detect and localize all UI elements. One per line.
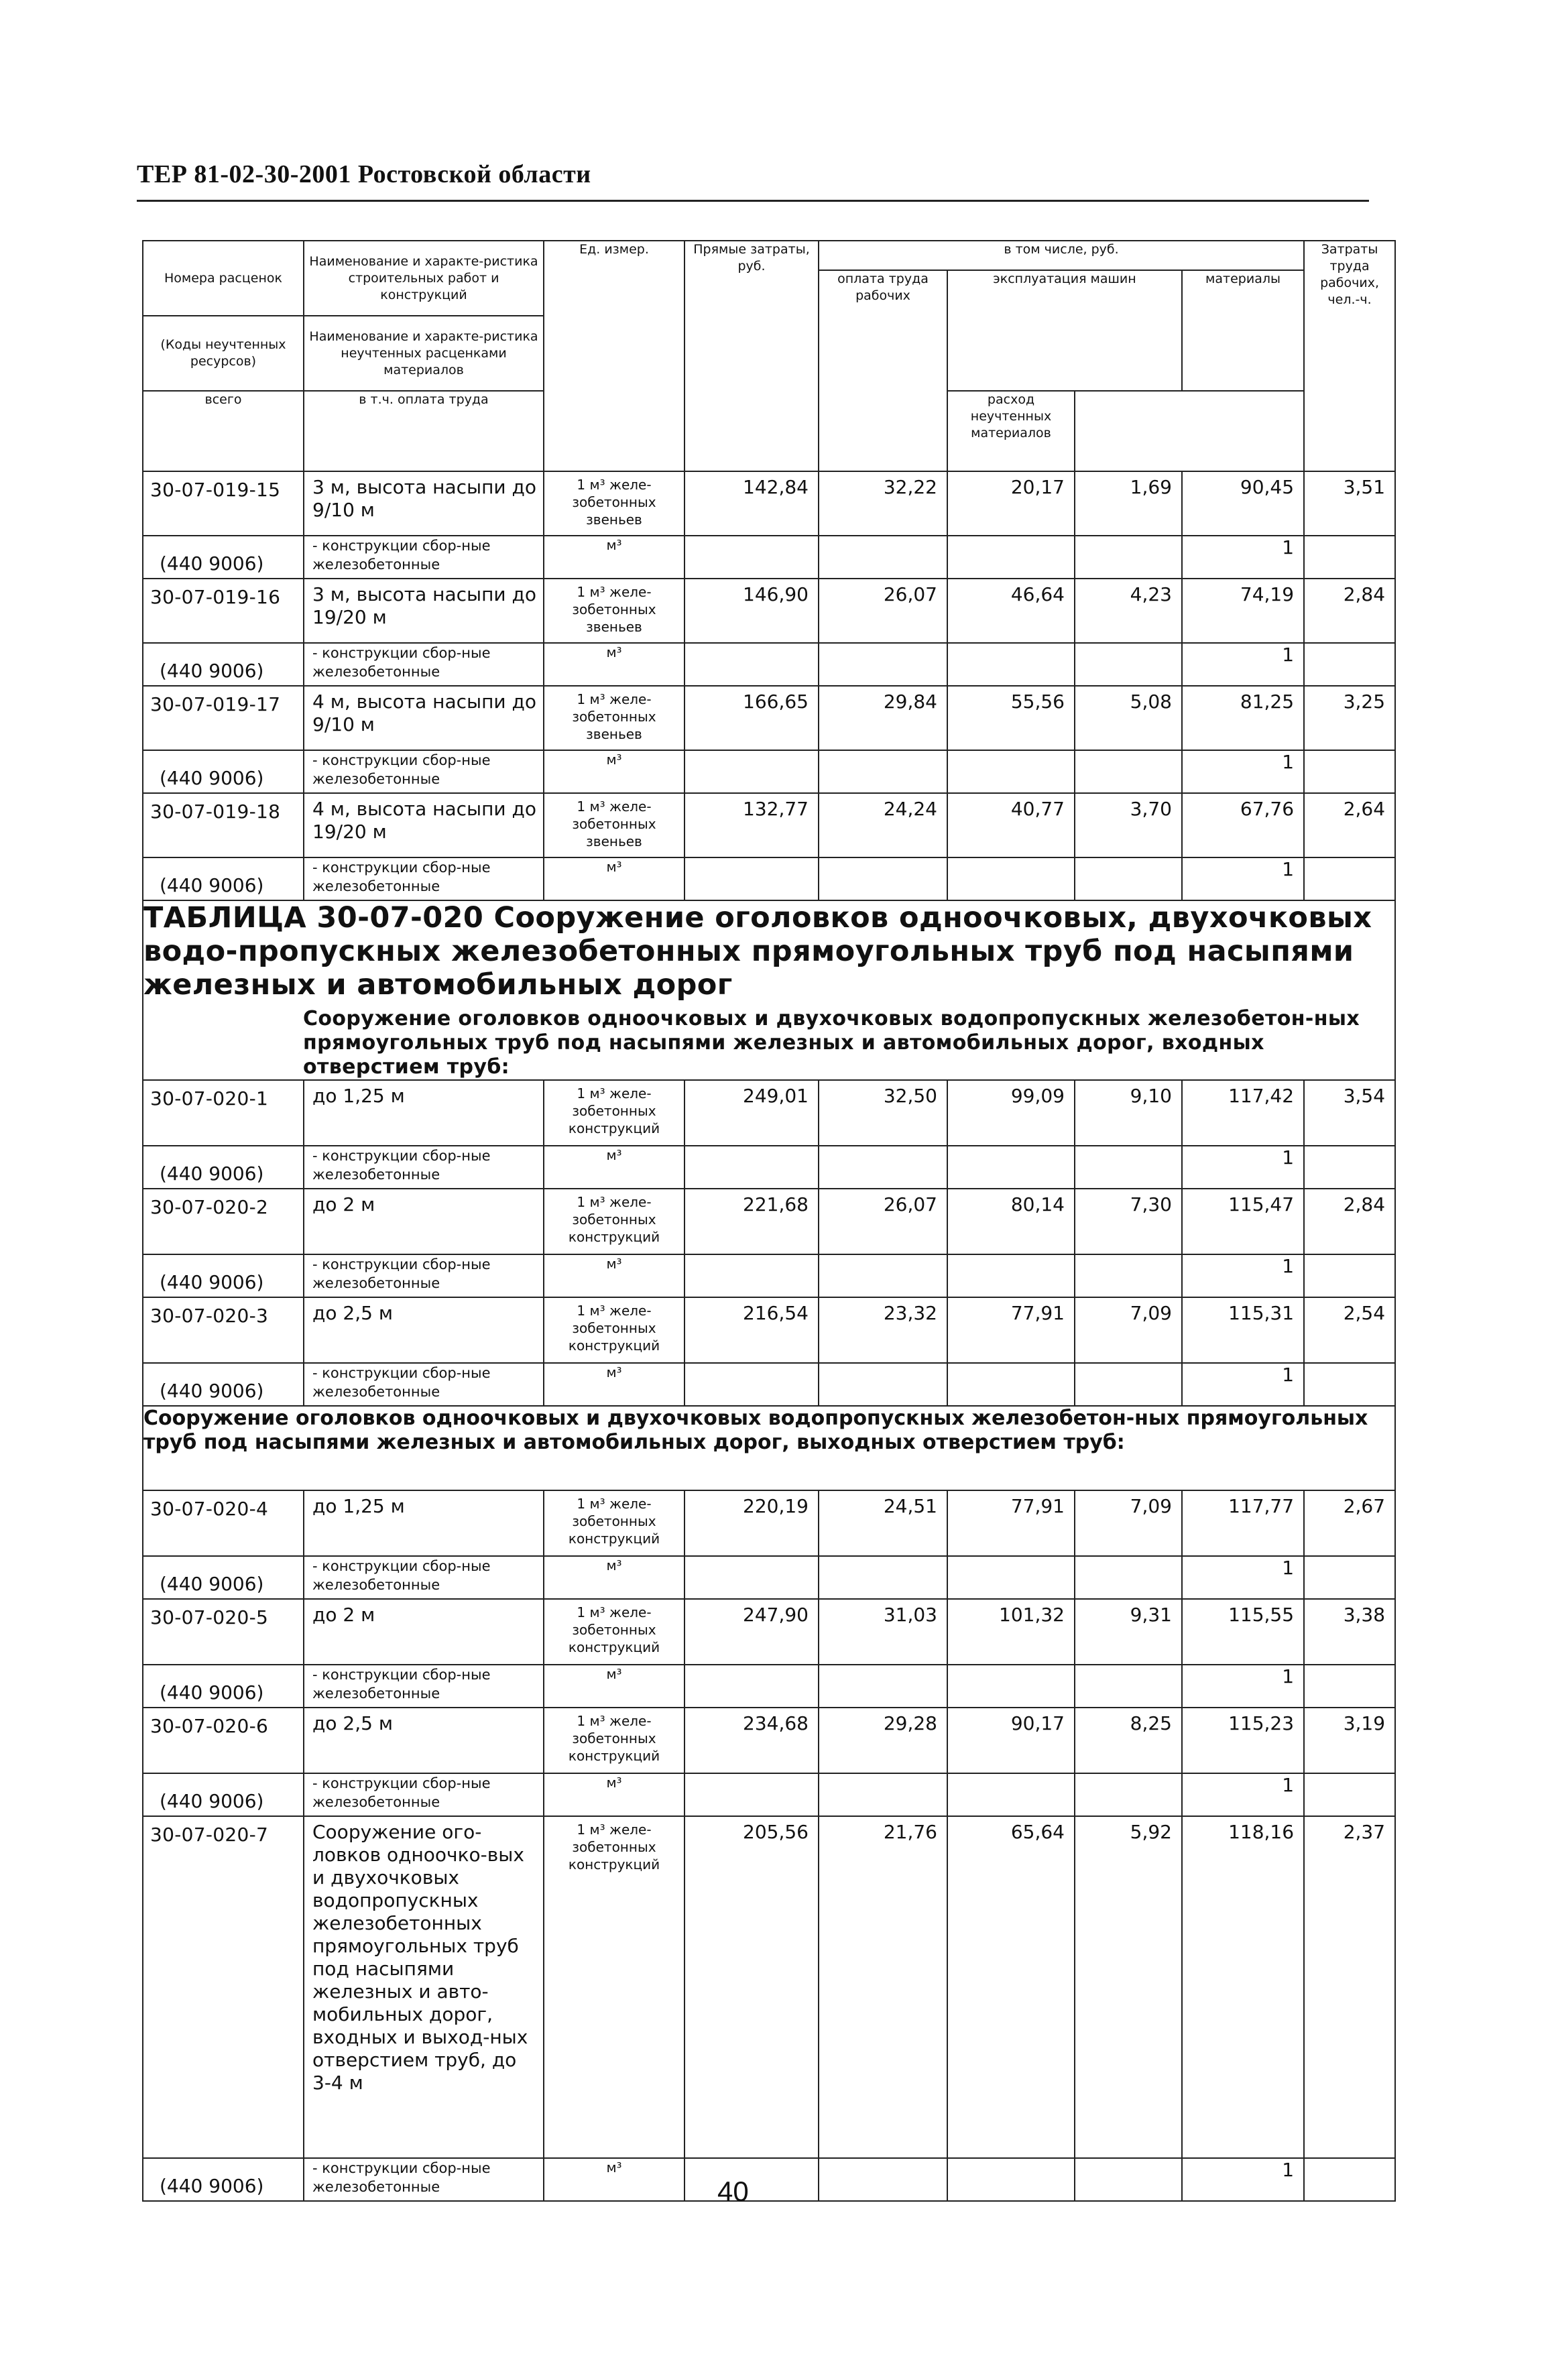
resource-row bbox=[143, 2158, 1395, 2201]
section-heading-inlet: Сооружение оголовков одноочковых и двухочковых водопропускных железобетон-ных прямоугольных труб под насыпями железных и автомобильных дорог, входных отверстием труб: bbox=[303, 1007, 1360, 1079]
rates-table bbox=[142, 240, 1396, 2202]
resource-code: (440 9006) bbox=[143, 2158, 304, 2201]
unit-of-measure: 1 м³ желе-зобетонных конструкций bbox=[544, 1490, 684, 1556]
resource-empty-hours bbox=[1304, 1556, 1395, 1599]
header-unit: Ед. измер. bbox=[544, 241, 684, 471]
resource-quantity: 1 bbox=[1182, 643, 1304, 686]
resource-empty-direct bbox=[684, 1363, 819, 1406]
resource-quantity: 1 bbox=[1182, 1665, 1304, 1708]
resource-row bbox=[143, 1254, 1395, 1297]
section-heading-outlet bbox=[143, 1406, 1395, 1490]
unit-of-measure: 1 м³ желе-зобетонных конструкций bbox=[544, 1816, 684, 2158]
resource-code: (440 9006) bbox=[143, 750, 304, 793]
value-hours: 3,54 bbox=[1304, 1080, 1395, 1146]
resource-empty-mach bbox=[947, 1665, 1075, 1708]
resource-empty-hours bbox=[1304, 1665, 1395, 1708]
resource-empty-mach bbox=[947, 536, 1075, 579]
resource-empty-direct bbox=[684, 643, 819, 686]
section-heading-outlet-text: Сооружение оголовков одноочковых и двухочковых водопропускных железобетон-ных прямоугольных труб под насыпями железных и автомобильных дорог, выходных отверстием труб: bbox=[143, 1407, 1368, 1454]
resource-empty-direct bbox=[684, 1254, 819, 1297]
resource-empty-mach-pay bbox=[1075, 1363, 1182, 1406]
rate-row bbox=[143, 1599, 1395, 1665]
rate-row bbox=[143, 1708, 1395, 1773]
resource-row bbox=[143, 1773, 1395, 1816]
value-mach: 77,91 bbox=[947, 1297, 1075, 1363]
resource-unit: м³ bbox=[544, 1773, 684, 1816]
resource-code: (440 9006) bbox=[143, 1665, 304, 1708]
resource-empty-direct bbox=[684, 750, 819, 793]
value-hours: 2,64 bbox=[1304, 793, 1395, 857]
value-hours: 3,19 bbox=[1304, 1708, 1395, 1773]
resource-empty-mach bbox=[947, 1363, 1075, 1406]
value-mach: 55,56 bbox=[947, 686, 1075, 750]
resource-name: - конструкции сбор-ные железобетонные bbox=[304, 1254, 544, 1297]
resource-name: - конструкции сбор-ные железобетонные bbox=[304, 536, 544, 579]
resource-empty-mach bbox=[947, 643, 1075, 686]
resource-quantity: 1 bbox=[1182, 857, 1304, 900]
value-mach: 80,14 bbox=[947, 1189, 1075, 1254]
header-row bbox=[143, 241, 1395, 270]
resource-unit: м³ bbox=[544, 643, 684, 686]
value-hours: 2,37 bbox=[1304, 1816, 1395, 2158]
page-number: 40 bbox=[717, 2176, 749, 2207]
resource-empty-mach bbox=[947, 1556, 1075, 1599]
unit-of-measure: 1 м³ желе-зобетонных звеньев bbox=[544, 793, 684, 857]
resource-quantity: 1 bbox=[1182, 1363, 1304, 1406]
value-direct: 146,90 bbox=[684, 579, 819, 643]
resource-empty-pay bbox=[819, 1773, 947, 1816]
resource-empty-mach bbox=[947, 750, 1075, 793]
unit-of-measure: 1 м³ желе-зобетонных конструкций bbox=[544, 1080, 684, 1146]
header-codes bbox=[143, 241, 304, 391]
resource-code: (440 9006) bbox=[143, 1363, 304, 1406]
resource-empty-pay bbox=[819, 1556, 947, 1599]
resource-name: - конструкции сбор-ные железобетонные bbox=[304, 750, 544, 793]
resource-unit: м³ bbox=[544, 536, 684, 579]
work-name: до 1,25 м bbox=[304, 1080, 544, 1146]
value-pay: 32,22 bbox=[819, 471, 947, 536]
resource-empty-direct bbox=[684, 1556, 819, 1599]
resource-row bbox=[143, 536, 1395, 579]
value-mach: 40,77 bbox=[947, 793, 1075, 857]
resource-empty-pay bbox=[819, 2158, 947, 2201]
header-machines: эксплуатация машин bbox=[947, 270, 1182, 391]
resource-empty-hours bbox=[1304, 1146, 1395, 1189]
resource-code: (440 9006) bbox=[143, 857, 304, 900]
unit-of-measure: 1 м³ желе-зобетонных конструкций bbox=[544, 1189, 684, 1254]
resource-unit: м³ bbox=[544, 1556, 684, 1599]
resource-empty-direct bbox=[684, 2158, 819, 2201]
resource-empty-hours bbox=[1304, 1363, 1395, 1406]
value-pay: 24,24 bbox=[819, 793, 947, 857]
rate-code: 30-07-020-6 bbox=[143, 1708, 304, 1773]
resource-code: (440 9006) bbox=[143, 1773, 304, 1816]
rate-code: 30-07-020-4 bbox=[143, 1490, 304, 1556]
value-mach-pay: 1,69 bbox=[1075, 471, 1182, 536]
resource-quantity: 1 bbox=[1182, 1254, 1304, 1297]
resource-empty-hours bbox=[1304, 857, 1395, 900]
resource-name: - конструкции сбор-ные железобетонные bbox=[304, 1773, 544, 1816]
resource-empty-mach bbox=[947, 1146, 1075, 1189]
value-hours: 3,25 bbox=[1304, 686, 1395, 750]
header-name bbox=[304, 241, 544, 391]
rate-code: 30-07-020-5 bbox=[143, 1599, 304, 1665]
unit-of-measure: 1 м³ желе-зобетонных звеньев bbox=[544, 471, 684, 536]
resource-empty-mach bbox=[947, 1254, 1075, 1297]
value-direct: 142,84 bbox=[684, 471, 819, 536]
value-direct: 166,65 bbox=[684, 686, 819, 750]
resource-row bbox=[143, 1363, 1395, 1406]
value-hours: 3,51 bbox=[1304, 471, 1395, 536]
value-pay: 31,03 bbox=[819, 1599, 947, 1665]
unit-of-measure: 1 м³ желе-зобетонных звеньев bbox=[544, 579, 684, 643]
rate-code: 30-07-019-15 bbox=[143, 471, 304, 536]
section-heading-outlet-row bbox=[143, 1406, 1395, 1490]
resource-empty-pay bbox=[819, 750, 947, 793]
resource-quantity: 1 bbox=[1182, 1773, 1304, 1816]
resource-row bbox=[143, 643, 1395, 686]
rate-row bbox=[143, 1490, 1395, 1556]
resource-empty-hours bbox=[1304, 1254, 1395, 1297]
value-mat: 117,42 bbox=[1182, 1080, 1304, 1146]
resource-empty-mach-pay bbox=[1075, 2158, 1182, 2201]
resource-name: - конструкции сбор-ные железобетонные bbox=[304, 1665, 544, 1708]
value-direct: 220,19 bbox=[684, 1490, 819, 1556]
header-name-bottom: Наименование и характе-ристика неучтенных расценками материалов bbox=[309, 329, 538, 377]
resource-empty-pay bbox=[819, 536, 947, 579]
header-labor-pay: оплата труда рабочих bbox=[819, 270, 947, 471]
resource-empty-hours bbox=[1304, 2158, 1395, 2201]
resource-row bbox=[143, 857, 1395, 900]
header-incl: в том числе, руб. bbox=[819, 241, 1304, 270]
value-mach-pay: 7,09 bbox=[1075, 1490, 1182, 1556]
value-mach-pay: 9,31 bbox=[1075, 1599, 1182, 1665]
resource-name: - конструкции сбор-ные железобетонные bbox=[304, 2158, 544, 2201]
resource-empty-mach-pay bbox=[1075, 1556, 1182, 1599]
table-title-row bbox=[143, 900, 1395, 1080]
resource-row bbox=[143, 1556, 1395, 1599]
value-mat: 81,25 bbox=[1182, 686, 1304, 750]
work-name: до 2,5 м bbox=[304, 1708, 544, 1773]
value-hours: 2,67 bbox=[1304, 1490, 1395, 1556]
resource-quantity: 1 bbox=[1182, 750, 1304, 793]
value-mat: 90,45 bbox=[1182, 471, 1304, 536]
value-mat: 115,55 bbox=[1182, 1599, 1304, 1665]
header-hours: Затраты труда рабочих, чел.-ч. bbox=[1304, 241, 1395, 471]
header-codes-bottom: (Коды неучтенных ресурсов) bbox=[160, 337, 286, 369]
header-rule bbox=[137, 200, 1369, 202]
value-mach-pay: 5,92 bbox=[1075, 1816, 1182, 2158]
value-mat: 115,47 bbox=[1182, 1189, 1304, 1254]
value-hours: 3,38 bbox=[1304, 1599, 1395, 1665]
value-mach: 65,64 bbox=[947, 1816, 1075, 2158]
work-name: 4 м, высота насыпи до 19/20 м bbox=[304, 793, 544, 857]
value-mach: 99,09 bbox=[947, 1080, 1075, 1146]
resource-unit: м³ bbox=[544, 750, 684, 793]
resource-empty-direct bbox=[684, 1665, 819, 1708]
resource-empty-direct bbox=[684, 536, 819, 579]
value-direct: 205,56 bbox=[684, 1816, 819, 2158]
rate-code: 30-07-020-7 bbox=[143, 1816, 304, 2158]
header-codes-top: Номера расценок bbox=[143, 241, 303, 316]
value-mat: 115,31 bbox=[1182, 1297, 1304, 1363]
value-pay: 24,51 bbox=[819, 1490, 947, 1556]
value-mat: 115,23 bbox=[1182, 1708, 1304, 1773]
value-mach-pay: 7,30 bbox=[1075, 1189, 1182, 1254]
rate-code: 30-07-019-18 bbox=[143, 793, 304, 857]
resource-unit: м³ bbox=[544, 2158, 684, 2201]
value-direct: 234,68 bbox=[684, 1708, 819, 1773]
value-mach-pay: 9,10 bbox=[1075, 1080, 1182, 1146]
resource-empty-mach-pay bbox=[1075, 1254, 1182, 1297]
value-mach: 46,64 bbox=[947, 579, 1075, 643]
resource-unit: м³ bbox=[544, 1363, 684, 1406]
value-mat: 117,77 bbox=[1182, 1490, 1304, 1556]
header-name-top: Наименование и характе-ристика строительных работ и конструкций bbox=[304, 241, 543, 316]
work-name: Сооружение ого-ловков одноочко-вых и двухочковых водопропускных железобетонных прямоугольных труб под насыпями железных и авто-мобильных дорог, входных и выход-ных отверстием труб, до 3-4 м bbox=[304, 1816, 544, 2158]
resource-unit: м³ bbox=[544, 1146, 684, 1189]
work-name: до 1,25 м bbox=[304, 1490, 544, 1556]
value-mat: 118,16 bbox=[1182, 1816, 1304, 2158]
work-name: 4 м, высота насыпи до 9/10 м bbox=[304, 686, 544, 750]
resource-empty-mach bbox=[947, 857, 1075, 900]
resource-empty-mach bbox=[947, 2158, 1075, 2201]
value-pay: 26,07 bbox=[819, 579, 947, 643]
resource-empty-direct bbox=[684, 1773, 819, 1816]
resource-row bbox=[143, 750, 1395, 793]
header-machines-total: всего bbox=[143, 391, 304, 471]
resource-unit: м³ bbox=[544, 857, 684, 900]
work-name: до 2,5 м bbox=[304, 1297, 544, 1363]
value-pay: 29,84 bbox=[819, 686, 947, 750]
unit-of-measure: 1 м³ желе-зобетонных звеньев bbox=[544, 686, 684, 750]
value-direct: 221,68 bbox=[684, 1189, 819, 1254]
rate-row bbox=[143, 1080, 1395, 1146]
resource-empty-mach-pay bbox=[1075, 750, 1182, 793]
resource-empty-mach-pay bbox=[1075, 1665, 1182, 1708]
table-title bbox=[143, 900, 1395, 1080]
value-direct: 216,54 bbox=[684, 1297, 819, 1363]
value-mach-pay: 4,23 bbox=[1075, 579, 1182, 643]
work-name: 3 м, высота насыпи до 9/10 м bbox=[304, 471, 544, 536]
value-hours: 2,84 bbox=[1304, 579, 1395, 643]
rate-code: 30-07-020-2 bbox=[143, 1189, 304, 1254]
resource-empty-hours bbox=[1304, 536, 1395, 579]
resource-quantity: 1 bbox=[1182, 1556, 1304, 1599]
running-head: ТЕР 81-02-30-2001 Ростовской области bbox=[137, 160, 591, 188]
unit-of-measure: 1 м³ желе-зобетонных конструкций bbox=[544, 1708, 684, 1773]
resource-empty-mach-pay bbox=[1075, 857, 1182, 900]
resource-quantity: 1 bbox=[1182, 1146, 1304, 1189]
resource-unit: м³ bbox=[544, 1254, 684, 1297]
value-hours: 2,84 bbox=[1304, 1189, 1395, 1254]
value-mach-pay: 3,70 bbox=[1075, 793, 1182, 857]
resource-row bbox=[143, 1146, 1395, 1189]
value-mach: 77,91 bbox=[947, 1490, 1075, 1556]
value-pay: 21,76 bbox=[819, 1816, 947, 2158]
resource-empty-mach-pay bbox=[1075, 643, 1182, 686]
header-materials: материалы bbox=[1182, 270, 1304, 391]
rate-row bbox=[143, 471, 1395, 536]
resource-code: (440 9006) bbox=[143, 1146, 304, 1189]
unit-of-measure: 1 м³ желе-зобетонных конструкций bbox=[544, 1297, 684, 1363]
work-name: до 2 м bbox=[304, 1599, 544, 1665]
rate-row bbox=[143, 579, 1395, 643]
work-name: до 2 м bbox=[304, 1189, 544, 1254]
resource-name: - конструкции сбор-ные железобетонные bbox=[304, 1363, 544, 1406]
header-materials-unacc: расход неучтенных материалов bbox=[947, 391, 1075, 471]
resource-name: - конструкции сбор-ные железобетонные bbox=[304, 643, 544, 686]
value-pay: 23,32 bbox=[819, 1297, 947, 1363]
rate-code: 30-07-019-16 bbox=[143, 579, 304, 643]
rate-row bbox=[143, 1189, 1395, 1254]
resource-unit: м³ bbox=[544, 1665, 684, 1708]
resource-empty-pay bbox=[819, 643, 947, 686]
resource-row bbox=[143, 1665, 1395, 1708]
value-mach: 20,17 bbox=[947, 471, 1075, 536]
table-title-text: ТАБЛИЦА 30-07-020 Сооружение оголовков одноочковых, двухочковых водо-пропускных железобетонных прямоугольных труб под насыпями железных и автомобильных дорог bbox=[143, 901, 1372, 1002]
value-direct: 247,90 bbox=[684, 1599, 819, 1665]
value-mach: 90,17 bbox=[947, 1708, 1075, 1773]
value-pay: 26,07 bbox=[819, 1189, 947, 1254]
resource-empty-hours bbox=[1304, 643, 1395, 686]
rate-code: 30-07-020-3 bbox=[143, 1297, 304, 1363]
unit-of-measure: 1 м³ желе-зобетонных конструкций bbox=[544, 1599, 684, 1665]
value-pay: 32,50 bbox=[819, 1080, 947, 1146]
resource-empty-pay bbox=[819, 1665, 947, 1708]
resource-empty-pay bbox=[819, 1363, 947, 1406]
rate-row bbox=[143, 1816, 1395, 2158]
resource-code: (440 9006) bbox=[143, 536, 304, 579]
resource-name: - конструкции сбор-ные железобетонные bbox=[304, 857, 544, 900]
resource-empty-mach bbox=[947, 1773, 1075, 1816]
value-mach-pay: 8,25 bbox=[1075, 1708, 1182, 1773]
work-name: 3 м, высота насыпи до 19/20 м bbox=[304, 579, 544, 643]
resource-quantity: 1 bbox=[1182, 2158, 1304, 2201]
resource-empty-direct bbox=[684, 1146, 819, 1189]
resource-code: (440 9006) bbox=[143, 643, 304, 686]
resource-empty-mach-pay bbox=[1075, 1773, 1182, 1816]
value-direct: 249,01 bbox=[684, 1080, 819, 1146]
resource-empty-hours bbox=[1304, 750, 1395, 793]
value-mat: 74,19 bbox=[1182, 579, 1304, 643]
rate-row bbox=[143, 793, 1395, 857]
resource-code: (440 9006) bbox=[143, 1556, 304, 1599]
value-mach-pay: 7,09 bbox=[1075, 1297, 1182, 1363]
resource-empty-mach-pay bbox=[1075, 1146, 1182, 1189]
resource-empty-direct bbox=[684, 857, 819, 900]
value-mach: 101,32 bbox=[947, 1599, 1075, 1665]
value-mat: 67,76 bbox=[1182, 793, 1304, 857]
resource-empty-pay bbox=[819, 1146, 947, 1189]
resource-name: - конструкции сбор-ные железобетонные bbox=[304, 1556, 544, 1599]
resource-empty-pay bbox=[819, 857, 947, 900]
rate-code: 30-07-020-1 bbox=[143, 1080, 304, 1146]
resource-quantity: 1 bbox=[1182, 536, 1304, 579]
resource-empty-mach-pay bbox=[1075, 536, 1182, 579]
value-hours: 2,54 bbox=[1304, 1297, 1395, 1363]
header-machines-labor: в т.ч. оплата труда bbox=[304, 391, 544, 471]
header-direct: Прямые затраты, руб. bbox=[684, 241, 819, 471]
value-mach-pay: 5,08 bbox=[1075, 686, 1182, 750]
resource-name: - конструкции сбор-ные железобетонные bbox=[304, 1146, 544, 1189]
rate-code: 30-07-019-17 bbox=[143, 686, 304, 750]
resource-empty-pay bbox=[819, 1254, 947, 1297]
resource-empty-hours bbox=[1304, 1773, 1395, 1816]
resource-code: (440 9006) bbox=[143, 1254, 304, 1297]
rate-row bbox=[143, 686, 1395, 750]
value-direct: 132,77 bbox=[684, 793, 819, 857]
value-pay: 29,28 bbox=[819, 1708, 947, 1773]
rate-row bbox=[143, 1297, 1395, 1363]
